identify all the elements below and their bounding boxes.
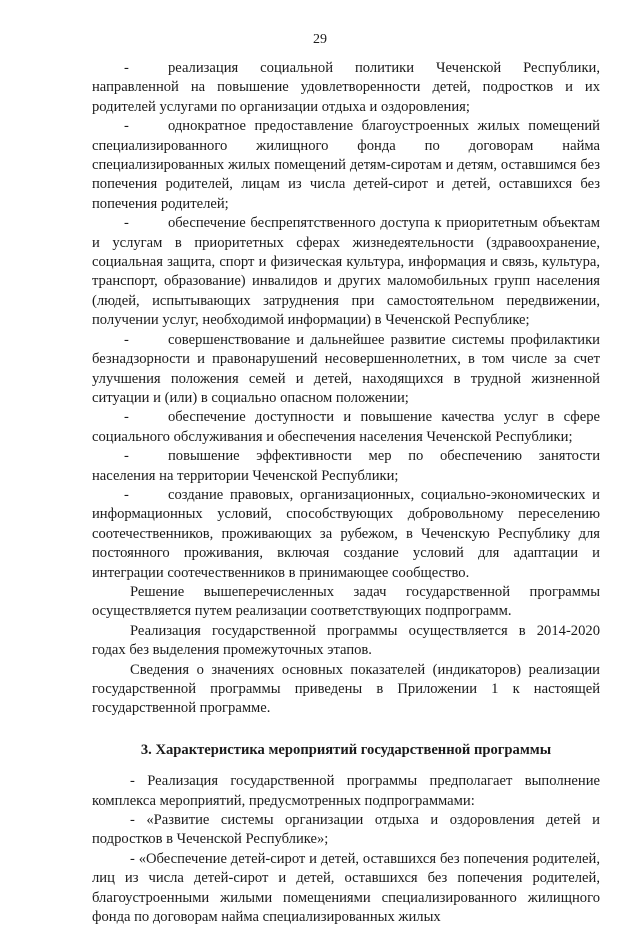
bullet-dash: - — [124, 486, 129, 503]
bullet-dash: - — [124, 331, 129, 348]
bullet-dash: - — [124, 215, 129, 232]
bullet-dash: - — [124, 118, 129, 135]
bullet-text: создание правовых, организационных, социально-экономических и информационных условий, способствующих добровольному переселению соотечественников, проживающих за рубежом, в Чеченскую Республику для постоянного проживания, включая создание условий для адаптации и интеграции соотечественников в принимающее сообщество. — [92, 486, 600, 581]
bullet-item — [92, 117, 600, 214]
bullet-text: однократное предоставление благоустроенных жилых помещений специализированного жилищного фонда по договорам найма специализированных жилых помещений детям-сиротам и детям, оставшимся без попечения родителей, лицам из числа детей-сирот и детей, оставшихся без попечения родителей; — [92, 118, 600, 212]
section-paragraph: - Реализация государственной программы предполагает выполнение комплекса мероприятий, предусмотренных подпрограммами: — [92, 773, 600, 809]
bullet-item — [92, 486, 600, 583]
bullet-text: обеспечение доступности и повышение качества услуг в сфере социального обслуживания и обеспечения населения Чеченской Республики; — [92, 409, 600, 445]
document-body — [92, 59, 600, 927]
bullet-text: реализация социальной политики Чеченской Республики, направленной на повышение удовлетворенности детей, подростков и их родителей услугами по организации отдыха и оздоровления; — [92, 60, 600, 115]
body-paragraph: Решение вышеперечисленных задач государственной программы осуществляется путем реализации соответствующих подпрограмм. — [92, 583, 600, 620]
bullet-item — [92, 214, 600, 330]
section-paragraph: - «Обеспечение детей-сирот и детей, оставшихся без попечения родителей, лиц из числа детей-сирот и детей, оставшихся без попечения родителей, благоустроенными жилыми помещениями специализированного жилищного фонда по договорам найма специализированных жилых — [92, 850, 600, 926]
bullet-item — [92, 59, 600, 117]
bullet-text: обеспечение беспрепятственного доступа к приоритетным объектам и услугам в приоритетных сферах жизнедеятельности (здравоохранение, социальная защита, спорт и физическая культура, информация и связь, культура, транспорт, образование) инвалидов и других маломобильных групп населения (людей, испытывающих затруднения при самостоятельном передвижении, получении услуг, необходимой информации) в Чеченской Республике; — [92, 215, 600, 329]
body-paragraph: Сведения о значениях основных показателей (индикаторов) реализации государственной программы приведены в Приложении 1 к настоящей государственной программе. — [92, 661, 600, 717]
bullet-dash: - — [124, 409, 129, 426]
page-number: 29 — [313, 32, 327, 47]
section-heading: 3. Характеристика мероприятий государственной программы — [140, 741, 552, 758]
bullet-dash: - — [124, 448, 129, 465]
body-paragraph: Реализация государственной программы осуществляется в 2014-2020 годах без выделения промежуточных этапов. — [92, 622, 600, 659]
bullet-text: повышение эффективности мер по обеспечению занятости населения на территории Чеченской Республики; — [92, 448, 600, 484]
heading-spacer — [92, 760, 600, 772]
section-paragraph: - «Развитие системы организации отдыха и оздоровления детей и подростков в Чеченской Республике»; — [92, 812, 600, 848]
bullet-text: совершенствование и дальнейшее развитие системы профилактики безнадзорности и правонарушений несовершеннолетних, в том числе за счет улучшения положения семей и детей, находящихся в трудной жизненной ситуации и (или) в социально опасном положении; — [92, 331, 600, 406]
bullet-dash: - — [124, 60, 129, 76]
bullet-item — [92, 408, 600, 447]
bullet-item — [92, 331, 600, 409]
bullet-item — [92, 447, 600, 486]
